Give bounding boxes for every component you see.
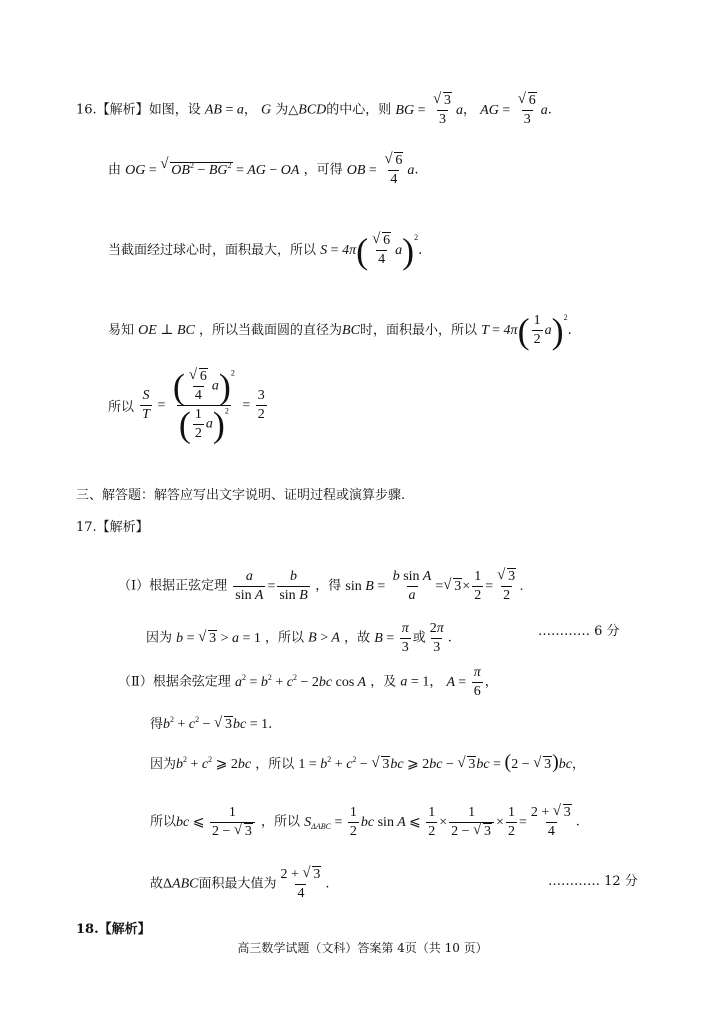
q16-min-text2: 时，面积最小，所以 xyxy=(359,323,477,338)
q17-part1-line-2: 因为 b = √ 3 > a = 1 ，所以 B > A ，故 B = $\frac{\pi}{3}$ 或 $\frac{2\pi}{3}$ . xyxy=(146,620,452,657)
q17-because2: 因为 xyxy=(150,757,177,772)
q17-so3: 所以 xyxy=(150,814,177,830)
formula-area: $S_{\Delta ABC}$ = $\frac{1}{2}$ bc sin A ⩽ $\frac{1}{2}$ × $\frac{1}{2 - √ 3}$ × $\frac{1}{2}$ = $\frac{2 + √ 3}{4}$ xyxy=(304,815,576,830)
q17-get: 得 xyxy=(150,717,164,732)
q16-label: 16.【解析】 xyxy=(76,102,149,118)
formula-ob: OB = √ $\frac{6}{4}$ a xyxy=(347,163,415,178)
q17-part1-label: （Ⅰ）根据正弦定理 xyxy=(118,578,228,594)
formula-ag: AG = √ $\frac{6}{3}$ a xyxy=(480,103,548,118)
q17-final-text2: 面积最大值为 xyxy=(198,876,277,892)
q17-so2: ，所以 xyxy=(255,757,295,772)
q17-part2-line-5: 故ΔABC面积最大值为 $\frac{2 + √ 3}{4}$ . xyxy=(150,866,330,903)
q17-part2-line-1: （Ⅱ）根据余弦定理 $a^2 = b^2 + c^2 - 2bc$ cos A ，及 a = 1， A = $\frac{\pi}{6}$ ， xyxy=(118,665,498,699)
page-footer: 高三数学试题（文科）答案第 4页（共 10 页） xyxy=(237,941,488,955)
formula-ratio: $\frac{S}{T}$ = ( √ $\frac{6}{4}$ a)$^2$ ( $\frac{1}{2}$ a)$^2$ = $\frac{3}{2}$ xyxy=(138,368,269,443)
q17-part2-label: （Ⅱ）根据余弦定理 xyxy=(118,674,231,690)
q16-perp-text: 易知 xyxy=(108,323,135,338)
formula-sine-law: $\frac{a}{\text{sin A}}$ = $\frac{b}{\text{sin B}}$ xyxy=(235,569,308,603)
formula-b-gt-a: b = √ 3 > a = 1 xyxy=(176,631,261,646)
q18-label: 18.【解析】 xyxy=(76,922,151,937)
q17-part2-line-2: 得$b^2 + c^2$ − √ 3bc = 1. xyxy=(150,710,272,735)
q16-min-text: ，所以当截面圆的直径为 xyxy=(199,323,343,338)
q17-score-12: ………… 12 分 xyxy=(548,874,638,889)
formula-cosine-law: $a^2 = b^2 + c^2 - 2bc$ cos A xyxy=(234,672,367,690)
formula-B-gt-A: B > A xyxy=(308,630,340,646)
q17-so4: ，所以 xyxy=(261,814,301,830)
q17-final-text: 故 xyxy=(150,876,164,892)
formula-a-equals-1: a = 1 xyxy=(400,674,430,690)
q17-score-6: ………… 6 分 xyxy=(538,624,620,639)
q16-line-4: 易知 OE ⊥ BC ，所以当截面圆的直径为BC时，面积最小，所以 T = 4π( $\frac{1}{2}$ a)$^2$. xyxy=(108,310,572,351)
q17-part1-line-1 xyxy=(118,568,524,605)
q17-so1: ，所以 xyxy=(265,630,305,646)
formula-ineq-2: $1 = b^2 + c^2$ − √ 3bc ⩾ 2bc − √ 3bc = (2 − √ 3)bc xyxy=(298,757,572,772)
q17-therefore1: ，故 xyxy=(344,630,371,646)
formula-B-value: B = $\frac{\pi}{3}$ xyxy=(374,621,409,655)
q17-part2-line-4: 所以bc ⩽ $\frac{1}{2 - √ 3}$ ，所以 $S_{\Delta ABC}$ = $\frac{1}{2}$ bc sin A ⩽ $\frac{1}{2}$ × $\frac{1}{2 - √ 3}$ × $\frac{1}{2}$ = $\frac{2 + √ 3}{4}$ . xyxy=(150,804,580,841)
q16-line-5 xyxy=(108,368,269,443)
q16-line-3: 当截面经过球心时，面积最大，所以 S = 4π( √ $\frac{6}{4}$ a)$^2$. xyxy=(108,228,422,269)
symbol-bcd: BCD xyxy=(298,102,327,118)
formula-ab: AB = a xyxy=(204,102,244,118)
q16-center-text: 的中心，则 xyxy=(326,102,392,118)
q16-by-og: 由 xyxy=(108,162,122,178)
formula-oe-perp-bc: OE ⊥ BC xyxy=(138,323,195,338)
q17-part1-get: ，得 xyxy=(315,578,342,594)
q16-so-text: 所以 xyxy=(108,400,135,415)
symbol-triangle-abc: ΔABC xyxy=(163,876,199,892)
q17-label: 17.【解析】 xyxy=(76,520,149,535)
formula-bc-eq: $b^2 + c^2$ − √ 3bc = 1 xyxy=(163,717,268,732)
q17-part2-line-3: 因为$b^2 + c^2$ ⩾ 2bc ，所以 $1 = b^2 + c^2$ − √ 3bc ⩾ 2bc − √ 3bc = (2 − √ 3)bc， xyxy=(150,750,585,775)
formula-og: OG = √ $OB^2 - BG^2$ = AG − OA xyxy=(125,163,299,178)
q16-get-ob: ，可得 xyxy=(303,162,343,178)
symbol-bc: BC xyxy=(342,323,360,338)
section-3-heading: 三、解答题：解答应写出文字说明、证明过程或演算步骤. xyxy=(76,488,406,503)
q16-line-2: 由 OG = √ $OB^2 - BG^2$ = AG − OA ，可得 OB = √ $\frac{6}{4}$ a. xyxy=(108,152,418,189)
formula-B-value-2: $\frac{2\pi}{3}$ xyxy=(429,621,444,655)
formula-sinb: sin B = $\frac{\text{b sin A}}{a}$ =√ 3× $\frac{1}{2}$ = √ $\frac{3}{2}$ . xyxy=(345,579,523,594)
q17-or: 或 xyxy=(412,630,426,646)
formula-ineq-1: $b^2 + c^2$ ⩾ 2bc xyxy=(176,755,252,772)
formula-max-area: $\frac{2 + √ 3}{4}$ xyxy=(277,877,326,892)
formula-t: T = 4π( $\frac{1}{2}$ a)$^2$ xyxy=(481,310,568,351)
formula-bc-bound: bc ⩽ $\frac{1}{2 - √ 3}$ xyxy=(176,815,257,830)
q16-intro: 如图，设 xyxy=(148,102,201,118)
q17-and: ，及 xyxy=(370,674,397,690)
symbol-g: G xyxy=(261,102,272,118)
formula-bg: BG = √ $\frac{3}{3}$ a xyxy=(395,103,463,118)
formula-A-value: A = $\frac{\pi}{6}$ xyxy=(446,665,481,699)
q17-because1: 因为 xyxy=(146,630,173,646)
q16-max-text: 当截面经过球心时，面积最大，所以 xyxy=(108,243,317,258)
q16-line-1: 16.【解析】如图，设 AB = a， G 为△BCD的中心，则 BG = √ $\frac{3}{3}$ a， AG = √ $\frac{6}{3}$ a. xyxy=(76,92,552,129)
formula-s: S = 4π( √ $\frac{6}{4}$ a)$^2$ xyxy=(320,243,418,258)
q16-g-is-center: 为△ xyxy=(275,102,299,118)
